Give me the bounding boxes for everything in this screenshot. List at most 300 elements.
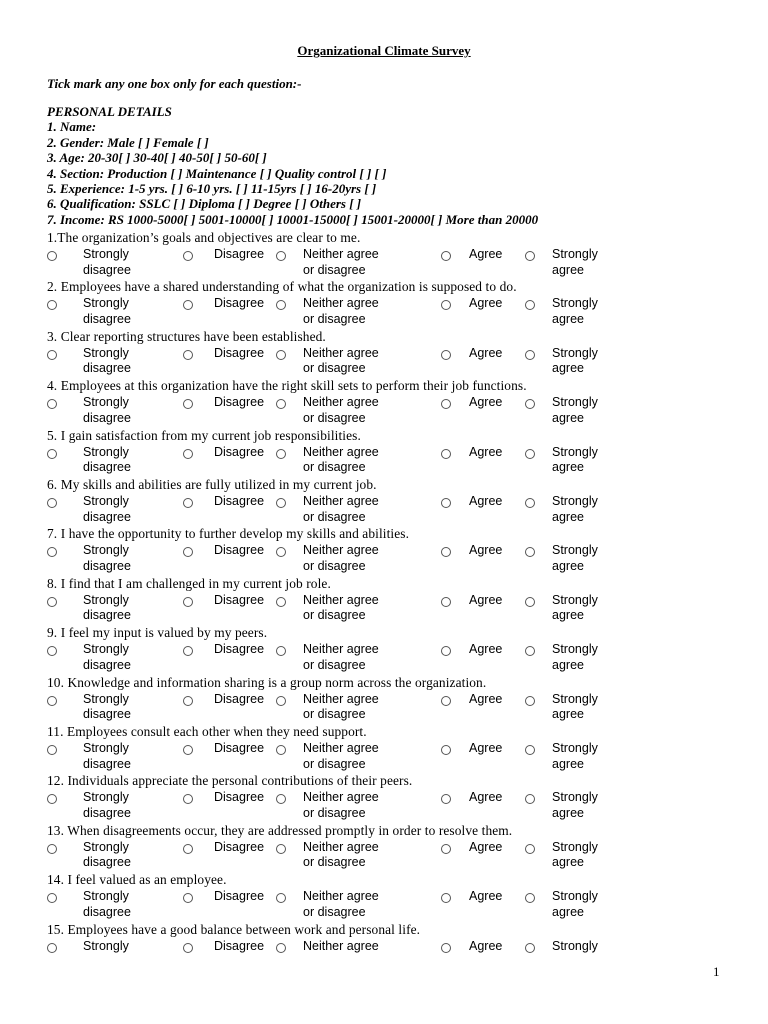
response-label [303, 543, 379, 574]
response-label [83, 445, 131, 476]
personal-detail-line: 3. Age: 20-30[ ] 30-40[ ] 40-50[ ] 50-60[ ] [47, 150, 267, 166]
response-label-line: Strongly [552, 938, 598, 953]
response-label-line: agree [552, 608, 584, 623]
response-label [214, 790, 264, 806]
response-label [469, 692, 502, 708]
response-label [552, 395, 598, 426]
response-label-line: disagree [83, 756, 131, 771]
response-label [469, 247, 502, 263]
response-label-line: or disagree [303, 855, 366, 870]
response-label-line: Strongly [83, 889, 129, 904]
question-text: 8. I find that I am challenged in my current job role. [47, 575, 331, 591]
response-radio[interactable] [276, 696, 286, 706]
response-label-line: Strongly [552, 889, 598, 904]
response-label [83, 790, 131, 821]
response-radio[interactable] [276, 251, 286, 261]
response-label-line: agree [552, 805, 584, 820]
response-options [47, 247, 747, 279]
response-label-line: Disagree [214, 345, 265, 360]
response-label-line: agree [552, 509, 584, 524]
response-label-line: Strongly [83, 395, 129, 410]
response-label-line: Strongly [83, 494, 129, 508]
response-label-line: or disagree [303, 311, 366, 326]
response-label-line: Strongly [552, 790, 598, 805]
response-radio[interactable] [525, 943, 535, 953]
response-radio[interactable] [525, 350, 535, 360]
response-label [469, 395, 502, 411]
response-label-line: agree [552, 410, 584, 425]
response-label [214, 494, 264, 510]
question-item [47, 329, 747, 379]
response-radio[interactable] [525, 251, 535, 261]
response-label [552, 692, 598, 723]
response-label-line: disagree [83, 262, 131, 277]
question-item [47, 773, 747, 823]
response-label-line: Neither agree [303, 247, 379, 261]
question-text: 1.The organization’s goals and objectives are clear to me. [47, 230, 361, 245]
response-label [83, 692, 131, 723]
question-text: 3. Clear reporting structures have been established. [47, 328, 326, 344]
response-label [83, 346, 131, 377]
response-label [303, 346, 379, 377]
response-radio[interactable] [276, 498, 286, 508]
response-radio[interactable] [276, 547, 286, 557]
response-label-line: Strongly [552, 543, 598, 558]
response-radio[interactable] [47, 350, 57, 360]
response-label-line: Agree [469, 444, 503, 459]
response-label-line: disagree [83, 410, 131, 425]
response-label-line: Strongly [552, 296, 598, 311]
response-radio[interactable] [183, 745, 193, 755]
response-label [552, 840, 598, 871]
response-label-line: Strongly [552, 642, 598, 657]
response-label [552, 939, 598, 955]
response-label [469, 642, 502, 658]
response-label [469, 346, 502, 362]
response-label-line: Strongly [83, 444, 129, 459]
response-options [47, 889, 747, 921]
response-label-line: Neither agree [303, 444, 379, 459]
page-number: 1 [713, 964, 720, 979]
response-radio[interactable] [47, 646, 57, 656]
response-label-line: Disagree [214, 938, 265, 953]
question-item [47, 526, 747, 576]
response-label-line: agree [552, 311, 584, 326]
response-label-line: agree [552, 707, 584, 722]
response-radio[interactable] [183, 794, 193, 804]
response-label [552, 543, 598, 574]
response-label-line: or disagree [303, 558, 366, 573]
response-label-line: agree [552, 361, 584, 376]
response-radio[interactable] [276, 844, 286, 854]
response-radio[interactable] [441, 745, 451, 755]
response-radio[interactable] [441, 696, 451, 706]
question-item [47, 477, 747, 527]
response-label-line: Strongly [552, 741, 598, 755]
response-label [214, 247, 264, 263]
response-label-line: Strongly [83, 592, 129, 607]
response-label-line: disagree [83, 904, 131, 919]
response-label-line: agree [552, 657, 584, 672]
response-label [214, 741, 264, 757]
personal-detail-line: 4. Section: Production [ ] Maintenance [ ] Quality control [ ] [ ] [47, 165, 387, 181]
response-label [83, 642, 131, 673]
response-radio[interactable] [183, 646, 193, 656]
response-radio[interactable] [525, 745, 535, 755]
response-label-line: or disagree [303, 410, 366, 425]
response-label [214, 642, 264, 658]
response-radio[interactable] [276, 449, 286, 459]
question-item [47, 428, 747, 478]
question-text: 10. Knowledge and information sharing is a group norm across the organization. [47, 674, 487, 690]
response-label [469, 840, 502, 856]
response-label-line: Strongly [83, 345, 129, 360]
response-label-line: Strongly [552, 395, 598, 410]
response-radio[interactable] [525, 399, 535, 409]
response-label [214, 346, 264, 362]
response-label-line: Neither agree [303, 938, 379, 953]
response-label-line: Disagree [214, 494, 265, 508]
response-radio[interactable] [441, 498, 451, 508]
question-text: 9. I feel my input is valued by my peers. [47, 625, 268, 641]
response-label-line: Disagree [214, 889, 265, 904]
question-item [47, 675, 747, 725]
response-label-line: Neither agree [303, 839, 379, 854]
response-label-line: Neither agree [303, 741, 379, 755]
response-radio[interactable] [183, 597, 193, 607]
question-text: 12. Individuals appreciate the personal contributions of their peers. [47, 773, 413, 789]
response-label [83, 247, 131, 278]
response-label-line: Neither agree [303, 642, 379, 657]
response-radio[interactable] [47, 597, 57, 607]
response-radio[interactable] [276, 745, 286, 755]
response-radio[interactable] [276, 399, 286, 409]
response-label [303, 593, 379, 624]
personal-details [47, 104, 538, 227]
response-radio[interactable] [183, 498, 193, 508]
response-label [83, 494, 131, 525]
response-label-line: Disagree [214, 395, 265, 410]
response-radio[interactable] [525, 696, 535, 706]
response-label-line: Disagree [214, 592, 265, 607]
response-label [214, 543, 264, 559]
response-radio[interactable] [525, 449, 535, 459]
response-label [552, 889, 598, 920]
response-label-line: Agree [469, 592, 503, 607]
personal-detail-line: 5. Experience: 1-5 yrs. [ ] 6-10 yrs. [ ] 11-15yrs [ ] 16-20yrs [ ] [47, 181, 377, 197]
response-label [303, 445, 379, 476]
question-item [47, 625, 747, 675]
response-label-line: Agree [469, 691, 503, 706]
response-label-line: Disagree [214, 543, 265, 558]
instruction-text: Tick mark any one box only for each question:- [47, 76, 302, 91]
response-label [83, 889, 131, 920]
response-options [47, 939, 747, 971]
response-radio[interactable] [276, 646, 286, 656]
personal-detail-line: 1. Name: [47, 119, 97, 135]
response-label-line: disagree [83, 707, 131, 722]
response-label-line: disagree [83, 361, 131, 376]
response-radio[interactable] [525, 597, 535, 607]
response-label [469, 939, 502, 955]
response-label-line: or disagree [303, 608, 366, 623]
response-options [47, 494, 747, 526]
response-radio[interactable] [47, 498, 57, 508]
response-options [47, 543, 747, 575]
response-label [214, 445, 264, 461]
response-label [303, 889, 379, 920]
response-label-line: Agree [469, 494, 503, 508]
response-options [47, 692, 747, 724]
response-label-line: agree [552, 262, 584, 277]
response-radio[interactable] [47, 300, 57, 310]
response-radio[interactable] [441, 449, 451, 459]
response-label [303, 939, 379, 955]
response-label-line: Strongly [552, 494, 598, 508]
response-label-line: Agree [469, 889, 503, 904]
response-label [83, 395, 131, 426]
response-label-line: disagree [83, 855, 131, 870]
response-radio[interactable] [183, 893, 193, 903]
response-label-line: Neither agree [303, 345, 379, 360]
response-label-line: or disagree [303, 805, 366, 820]
response-radio[interactable] [441, 943, 451, 953]
response-label-line: Agree [469, 790, 503, 805]
response-label-line: or disagree [303, 509, 366, 524]
response-label [552, 296, 598, 327]
response-radio[interactable] [47, 547, 57, 557]
response-label [214, 889, 264, 905]
response-label-line: Disagree [214, 741, 265, 755]
response-label-line: disagree [83, 805, 131, 820]
response-label-line: Strongly [552, 592, 598, 607]
personal-details-heading: PERSONAL DETAILS [47, 104, 172, 119]
response-label-line: agree [552, 558, 584, 573]
response-label [214, 692, 264, 708]
question-item [47, 872, 747, 922]
response-label-line: Neither agree [303, 296, 379, 311]
question-text: 13. When disagreements occur, they are addressed promptly in order to resolve them. [47, 822, 513, 838]
response-radio[interactable] [276, 300, 286, 310]
response-radio[interactable] [47, 696, 57, 706]
response-label-line: Strongly [552, 345, 598, 360]
response-radio[interactable] [441, 251, 451, 261]
response-label-line: Agree [469, 741, 503, 755]
response-radio[interactable] [276, 943, 286, 953]
response-radio[interactable] [441, 350, 451, 360]
response-radio[interactable] [276, 350, 286, 360]
response-radio[interactable] [525, 893, 535, 903]
question-item [47, 576, 747, 626]
response-radio[interactable] [525, 498, 535, 508]
response-label-line: Neither agree [303, 395, 379, 410]
response-label-line: Agree [469, 345, 503, 360]
response-label-line: or disagree [303, 361, 366, 376]
response-label [83, 296, 131, 327]
response-label [83, 593, 131, 624]
response-label-line: Strongly [552, 839, 598, 854]
question-item [47, 724, 747, 774]
response-label-line: Disagree [214, 642, 265, 657]
response-radio[interactable] [441, 597, 451, 607]
response-radio[interactable] [276, 893, 286, 903]
response-label [303, 692, 379, 723]
response-label-line: disagree [83, 657, 131, 672]
response-label [303, 247, 379, 278]
response-label-line: agree [552, 756, 584, 771]
response-radio[interactable] [525, 794, 535, 804]
response-label-line: Neither agree [303, 592, 379, 607]
response-radio[interactable] [183, 943, 193, 953]
response-radio[interactable] [47, 943, 57, 953]
response-label [303, 642, 379, 673]
response-radio[interactable] [183, 696, 193, 706]
response-radio[interactable] [47, 893, 57, 903]
response-label-line: Strongly [83, 741, 129, 755]
response-radio[interactable] [183, 844, 193, 854]
response-radio[interactable] [441, 399, 451, 409]
response-label-line: Strongly [83, 938, 129, 953]
response-label-line: disagree [83, 311, 131, 326]
question-item [47, 823, 747, 873]
response-radio[interactable] [183, 547, 193, 557]
response-label-line: Strongly [552, 444, 598, 459]
response-label [469, 445, 502, 461]
response-radio[interactable] [183, 251, 193, 261]
response-label-line: Agree [469, 296, 503, 311]
response-radio[interactable] [47, 844, 57, 854]
response-label-line: or disagree [303, 904, 366, 919]
response-radio[interactable] [183, 449, 193, 459]
response-label [469, 741, 502, 757]
response-label-line: disagree [83, 509, 131, 524]
response-radio[interactable] [525, 300, 535, 310]
response-label-line: Strongly [83, 247, 129, 261]
response-label-line: Neither agree [303, 889, 379, 904]
response-label-line: Disagree [214, 691, 265, 706]
response-radio[interactable] [47, 449, 57, 459]
response-radio[interactable] [441, 844, 451, 854]
response-radio[interactable] [525, 646, 535, 656]
response-label-line: Agree [469, 395, 503, 410]
response-options [47, 395, 747, 427]
response-options [47, 296, 747, 328]
response-label-line: Strongly [552, 247, 598, 261]
response-label-line: Strongly [552, 691, 598, 706]
response-radio[interactable] [183, 300, 193, 310]
response-label-line: or disagree [303, 707, 366, 722]
response-label [552, 741, 598, 772]
response-label-line: Agree [469, 247, 503, 261]
question-text: 15. Employees have a good balance between work and personal life. [47, 921, 421, 937]
response-label-line: Agree [469, 642, 503, 657]
response-radio[interactable] [441, 646, 451, 656]
response-label [83, 840, 131, 871]
response-label-line: or disagree [303, 460, 366, 475]
question-item [47, 378, 747, 428]
personal-detail-line: 7. Income: RS 1000-5000[ ] 5001-10000[ ] 10001-15000[ ] 15001-20000[ ] More than 20000 [47, 211, 539, 227]
page-title: Organizational Climate Survey [297, 43, 471, 58]
response-radio[interactable] [47, 399, 57, 409]
response-label [214, 939, 264, 955]
response-label [214, 296, 264, 312]
question-item [47, 922, 747, 972]
personal-detail-line: 2. Gender: Male [ ] Female [ ] [47, 134, 209, 150]
response-radio[interactable] [441, 300, 451, 310]
response-label-line: Disagree [214, 247, 265, 261]
response-label [552, 445, 598, 476]
response-label-line: Disagree [214, 444, 265, 459]
response-radio[interactable] [183, 399, 193, 409]
personal-detail-line: 6. Qualification: SSLC [ ] Diploma [ ] Degree [ ] Others [ ] [47, 196, 362, 212]
response-label-line: Agree [469, 543, 503, 558]
response-label-line: disagree [83, 460, 131, 475]
response-label [303, 741, 379, 772]
response-label [552, 494, 598, 525]
response-radio[interactable] [441, 794, 451, 804]
question-text: 7. I have the opportunity to further develop my skills and abilities. [47, 526, 410, 542]
response-label-line: agree [552, 904, 584, 919]
response-radio[interactable] [47, 251, 57, 261]
response-label [552, 346, 598, 377]
response-options [47, 741, 747, 773]
response-label [552, 642, 598, 673]
response-label-line: Disagree [214, 296, 265, 311]
response-label-line: disagree [83, 608, 131, 623]
response-label [303, 790, 379, 821]
response-radio[interactable] [441, 893, 451, 903]
response-label [303, 840, 379, 871]
response-label [469, 889, 502, 905]
response-label-line: Strongly [83, 543, 129, 558]
response-label [303, 296, 379, 327]
response-radio[interactable] [441, 547, 451, 557]
response-radio[interactable] [276, 794, 286, 804]
response-label [469, 296, 502, 312]
response-options [47, 840, 747, 872]
response-label-line: or disagree [303, 262, 366, 277]
response-radio[interactable] [525, 844, 535, 854]
question-text: 4. Employees at this organization have the right skill sets to perform their job functions. [47, 378, 527, 394]
response-label-line: disagree [83, 558, 131, 573]
response-label-line: Strongly [83, 296, 129, 311]
response-radio[interactable] [525, 547, 535, 557]
response-label [214, 395, 264, 411]
response-radio[interactable] [47, 794, 57, 804]
response-label [552, 247, 598, 278]
response-label [303, 395, 379, 426]
response-label-line: Disagree [214, 790, 265, 805]
response-radio[interactable] [276, 597, 286, 607]
response-label-line: Disagree [214, 839, 265, 854]
response-options [47, 642, 747, 674]
response-label [469, 494, 502, 510]
question-text: 14. I feel valued as an employee. [47, 872, 227, 888]
question-item [47, 230, 747, 280]
response-radio[interactable] [183, 350, 193, 360]
response-label-line: agree [552, 855, 584, 870]
response-label [552, 593, 598, 624]
response-label-line: or disagree [303, 756, 366, 771]
response-label-line: Strongly [83, 790, 129, 805]
response-options [47, 445, 747, 477]
response-label [552, 790, 598, 821]
response-radio[interactable] [47, 745, 57, 755]
response-label [469, 593, 502, 609]
response-label-line: Neither agree [303, 494, 379, 508]
response-label-line: Neither agree [303, 691, 379, 706]
response-options [47, 346, 747, 378]
